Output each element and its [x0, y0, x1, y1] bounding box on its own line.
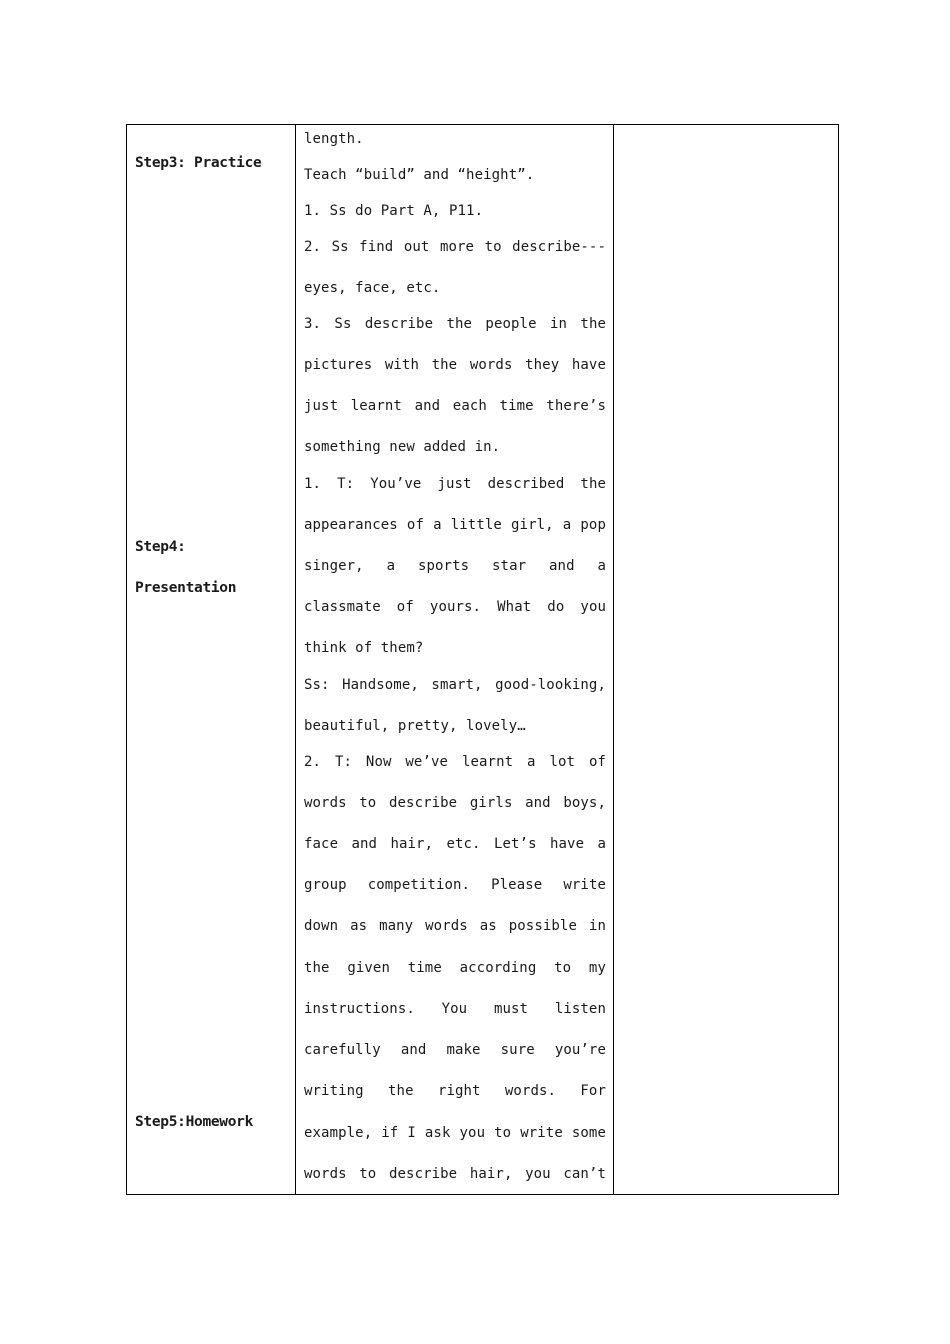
step5-label: Step5:Homework	[135, 1114, 254, 1130]
text-line: 1. Ss do Part A, P11.	[304, 203, 484, 219]
text-line: just learnt and each time there’s	[304, 398, 606, 414]
text-line: carefully and make sure you’re	[304, 1042, 606, 1058]
text-line: writing the right words. For	[304, 1083, 606, 1099]
text-line: eyes, face, etc.	[304, 280, 441, 296]
text-line: face and hair, etc. Let’s have a	[304, 836, 606, 852]
text-line: classmate of yours. What do you	[304, 599, 606, 615]
text-line: words to describe hair, you can’t	[304, 1166, 606, 1182]
text-line: group competition. Please write	[304, 877, 606, 893]
text-line: Teach “build” and “height”.	[304, 167, 535, 183]
text-line: length.	[304, 131, 364, 147]
column-divider-left	[295, 125, 296, 1194]
text-line: think of them?	[304, 640, 424, 656]
text-line: Ss: Handsome, smart, good-looking,	[304, 677, 606, 693]
lesson-plan-table	[126, 124, 839, 1195]
text-line: 2. Ss find out more to describe---	[304, 239, 606, 255]
step4-label: Step4:	[135, 539, 186, 555]
text-line: down as many words as possible in	[304, 918, 606, 934]
text-line: 3. Ss describe the people in the	[304, 316, 606, 332]
text-line: example, if I ask you to write some	[304, 1125, 606, 1141]
text-line: pictures with the words they have	[304, 357, 606, 373]
text-line: beautiful, pretty, lovely…	[304, 718, 526, 734]
text-line: instructions. You must listen	[304, 1001, 606, 1017]
text-line: appearances of a little girl, a pop	[304, 517, 606, 533]
text-line: the given time according to my	[304, 960, 606, 976]
text-line: words to describe girls and boys,	[304, 795, 606, 811]
column-divider-right	[613, 125, 614, 1194]
text-line: something new added in.	[304, 439, 501, 455]
step4-title: Presentation	[135, 580, 237, 596]
step3-label: Step3: Practice	[135, 155, 262, 171]
text-line: 1. T: You’ve just described the	[304, 476, 606, 492]
text-line: 2. T: Now we’ve learnt a lot of	[304, 754, 606, 770]
text-line: singer, a sports star and a	[304, 558, 606, 574]
